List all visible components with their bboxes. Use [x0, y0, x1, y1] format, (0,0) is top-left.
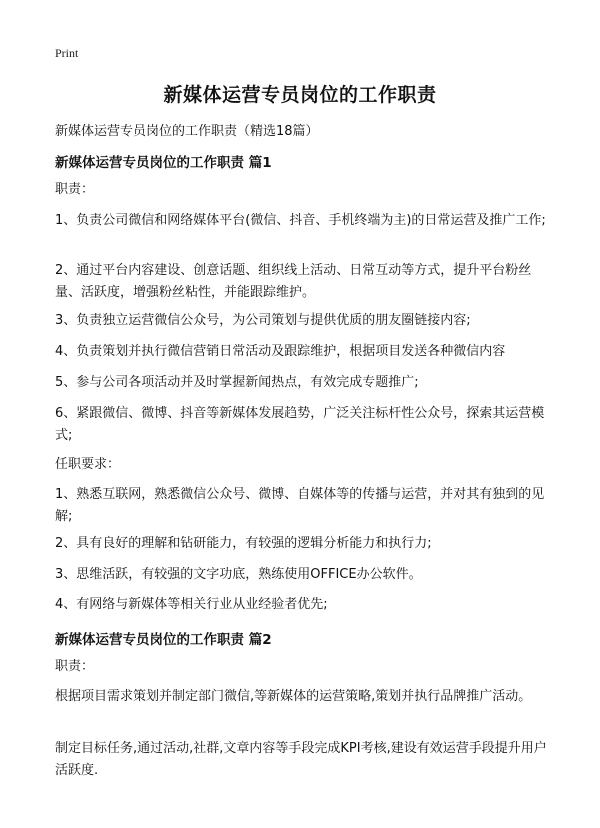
section-heading-2: 新媒体运营专员岗位的工作职责 篇2 — [55, 632, 272, 648]
duties-label: 职责： — [55, 182, 95, 197]
document-title: 新媒体运营专员岗位的工作职责 — [163, 84, 437, 106]
paragraph: 制定目标任务,通过活动,社群,文章内容等手段完成KPI考核,建设有效运营手段提升用户活跃度. — [55, 741, 547, 778]
requirements-label: 任职要求： — [55, 457, 121, 472]
paragraph: 根据项目需求策划并制定部门微信,等新媒体的运营策略,策划并执行品牌推广活动。 — [55, 689, 532, 704]
requirement-item: 3、思维活跃，有较强的文字功底，熟练使用OFFICE办公软件。 — [55, 567, 422, 582]
duty-item: 5、参与公司各项活动并及时掌握新闻热点，有效完成专题推广; — [55, 375, 419, 390]
duty-item: 4、负责策划并执行微信营销日常活动及跟踪维护，根据项目发送各种微信内容 — [55, 344, 506, 359]
print-label: Print — [55, 46, 79, 60]
duty-item: 6、紧跟微信、微博、抖音等新媒体发展趋势，广泛关注标杆性公众号，探索其运营模式; — [55, 406, 545, 443]
requirement-item: 1、熟悉互联网，熟悉微信公众号、微博、自媒体等的传播与运营，并对其有独到的见解; — [55, 487, 545, 524]
document-subtitle: 新媒体运营专员岗位的工作职责（精选18篇） — [55, 124, 319, 139]
duty-item: 1、负责公司微信和网络媒体平台(微信、抖音、手机终端为主)的日常运营及推广工作; — [55, 213, 546, 228]
section-heading-1: 新媒体运营专员岗位的工作职责 篇1 — [55, 155, 272, 171]
requirement-item: 4、有网络与新媒体等相关行业从业经验者优先; — [55, 597, 328, 612]
duty-item: 2、通过平台内容建设、创意话题、组织线上活动、日常互动等方式，提升平台粉丝量、活跃度，增强粉丝粘性，并能跟踪维护。 — [55, 263, 532, 300]
requirement-item: 2、具有良好的理解和钻研能力，有较强的逻辑分析能力和执行力; — [55, 536, 432, 551]
duties-label: 职责： — [55, 659, 95, 674]
duty-item: 3、负责独立运营微信公众号，为公司策划与提供优质的朋友圈链接内容; — [55, 313, 471, 328]
